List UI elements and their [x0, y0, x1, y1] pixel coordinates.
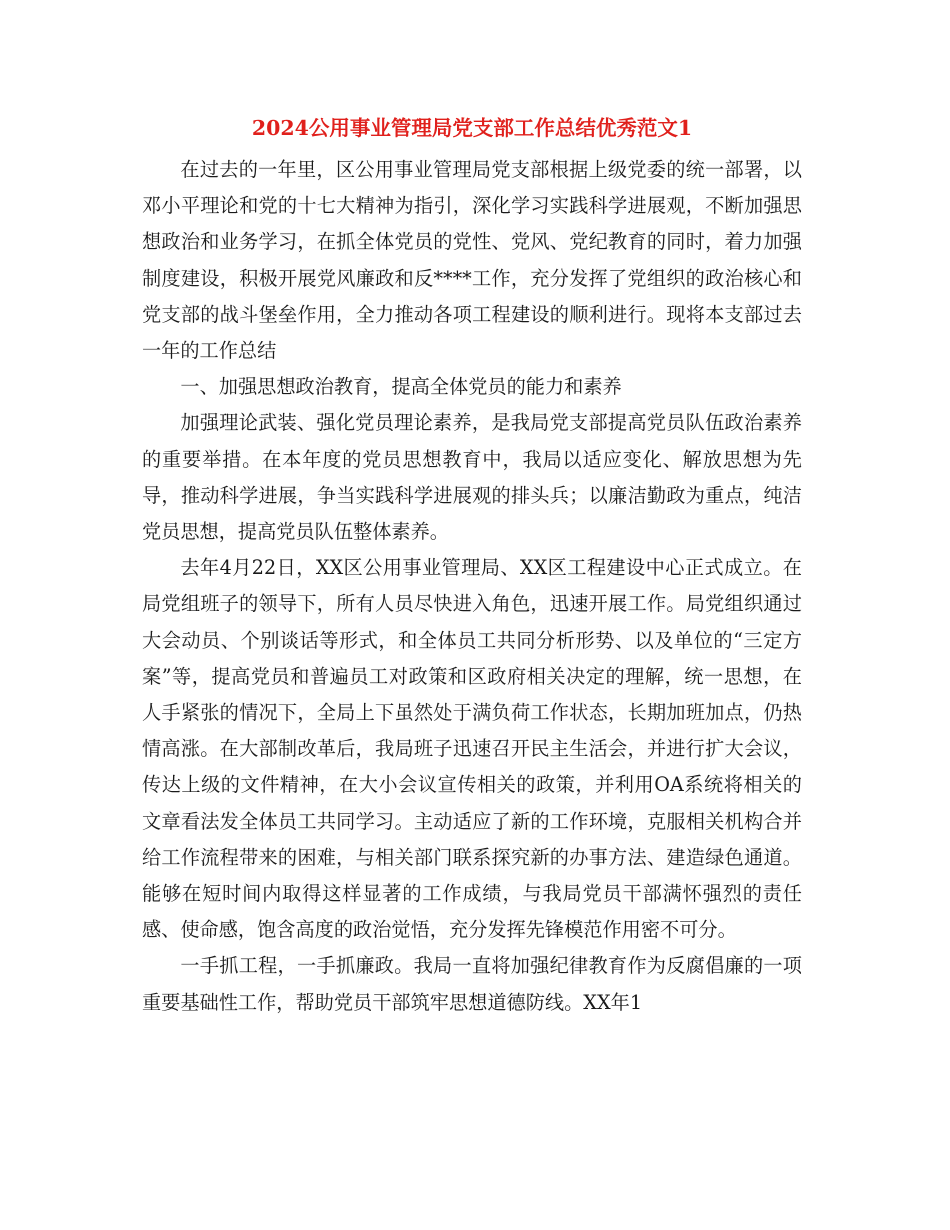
- document-page: [142, 112, 802, 1021]
- document-title: 2024公用事业管理局党支部工作总结优秀范文1: [251, 116, 693, 140]
- paragraph-integrity: 一手抓工程，一手抓廉政。我局一直将加强纪律教育作为反腐倡廉的一项重要基础性工作，帮助党员干部筑牢思想道德防线。XX年1: [142, 954, 802, 1014]
- paragraph-theory: 加强理论武装、强化党员理论素养，是我局党支部提高党员队伍政治素养的重要举措。在本年度的党员思想教育中，我局以适应变化、解放思想为先导，推动科学进展，争当实践科学进展观的排头兵；以廉洁勤政为重点，纯洁党员思想，提高党员队伍整体素养。: [142, 411, 802, 544]
- paragraph-establishment: 去年4月22日，XX区公用事业管理局、XX区工程建设中心正式成立。在局党组班子的领导下，所有人员尽快进入角色，迅速开展工作。局党组织通过大会动员、个别谈话等形式，和全体员工共同分析形势、以及单位的“三定方案”等，提高党员和普遍员工对政策和区政府相关决定的理解，统一思想，在人手紧张的情况下，全局上下虽然处于满负荷工作状态，长期加班加点，仍热情高涨。在大部制改革后，我局班子迅速召开民主生活会，并进行扩大会议，传达上级的文件精神，在大小会议宣传相关的政策，并利用OA系统将相关的文章看法发全体员工共同学习。主动适应了新的工作环境，克服相关机构合并给工作流程带来的困难，与相关部门联系探究新的办事方法、建造绿色通道。能够在短时间内取得这样显著的工作成绩，与我局党员干部满怀强烈的责任感、使命感，饱含高度的政治觉悟，充分发挥先锋模范作用密不可分。: [142, 556, 802, 942]
- section-heading-1: 一、加强思想政治教育，提高全体党员的能力和素养: [180, 375, 622, 399]
- paragraph-intro: 在过去的一年里，区公用事业管理局党支部根据上级党委的统一部署，以邓小平理论和党的十七大精神为指引，深化学习实践科学进展观，不断加强思想政治和业务学习，在抓全体党员的党性、党风、党纪教育的同时，着力加强制度建设，积极开展党风廉政和反****工作，充分发挥了党组织的政治核心和党支部的战斗堡垒作用，全力推动各项工程建设的顺利进行。现将本支部过去一年的工作总结: [142, 158, 802, 363]
